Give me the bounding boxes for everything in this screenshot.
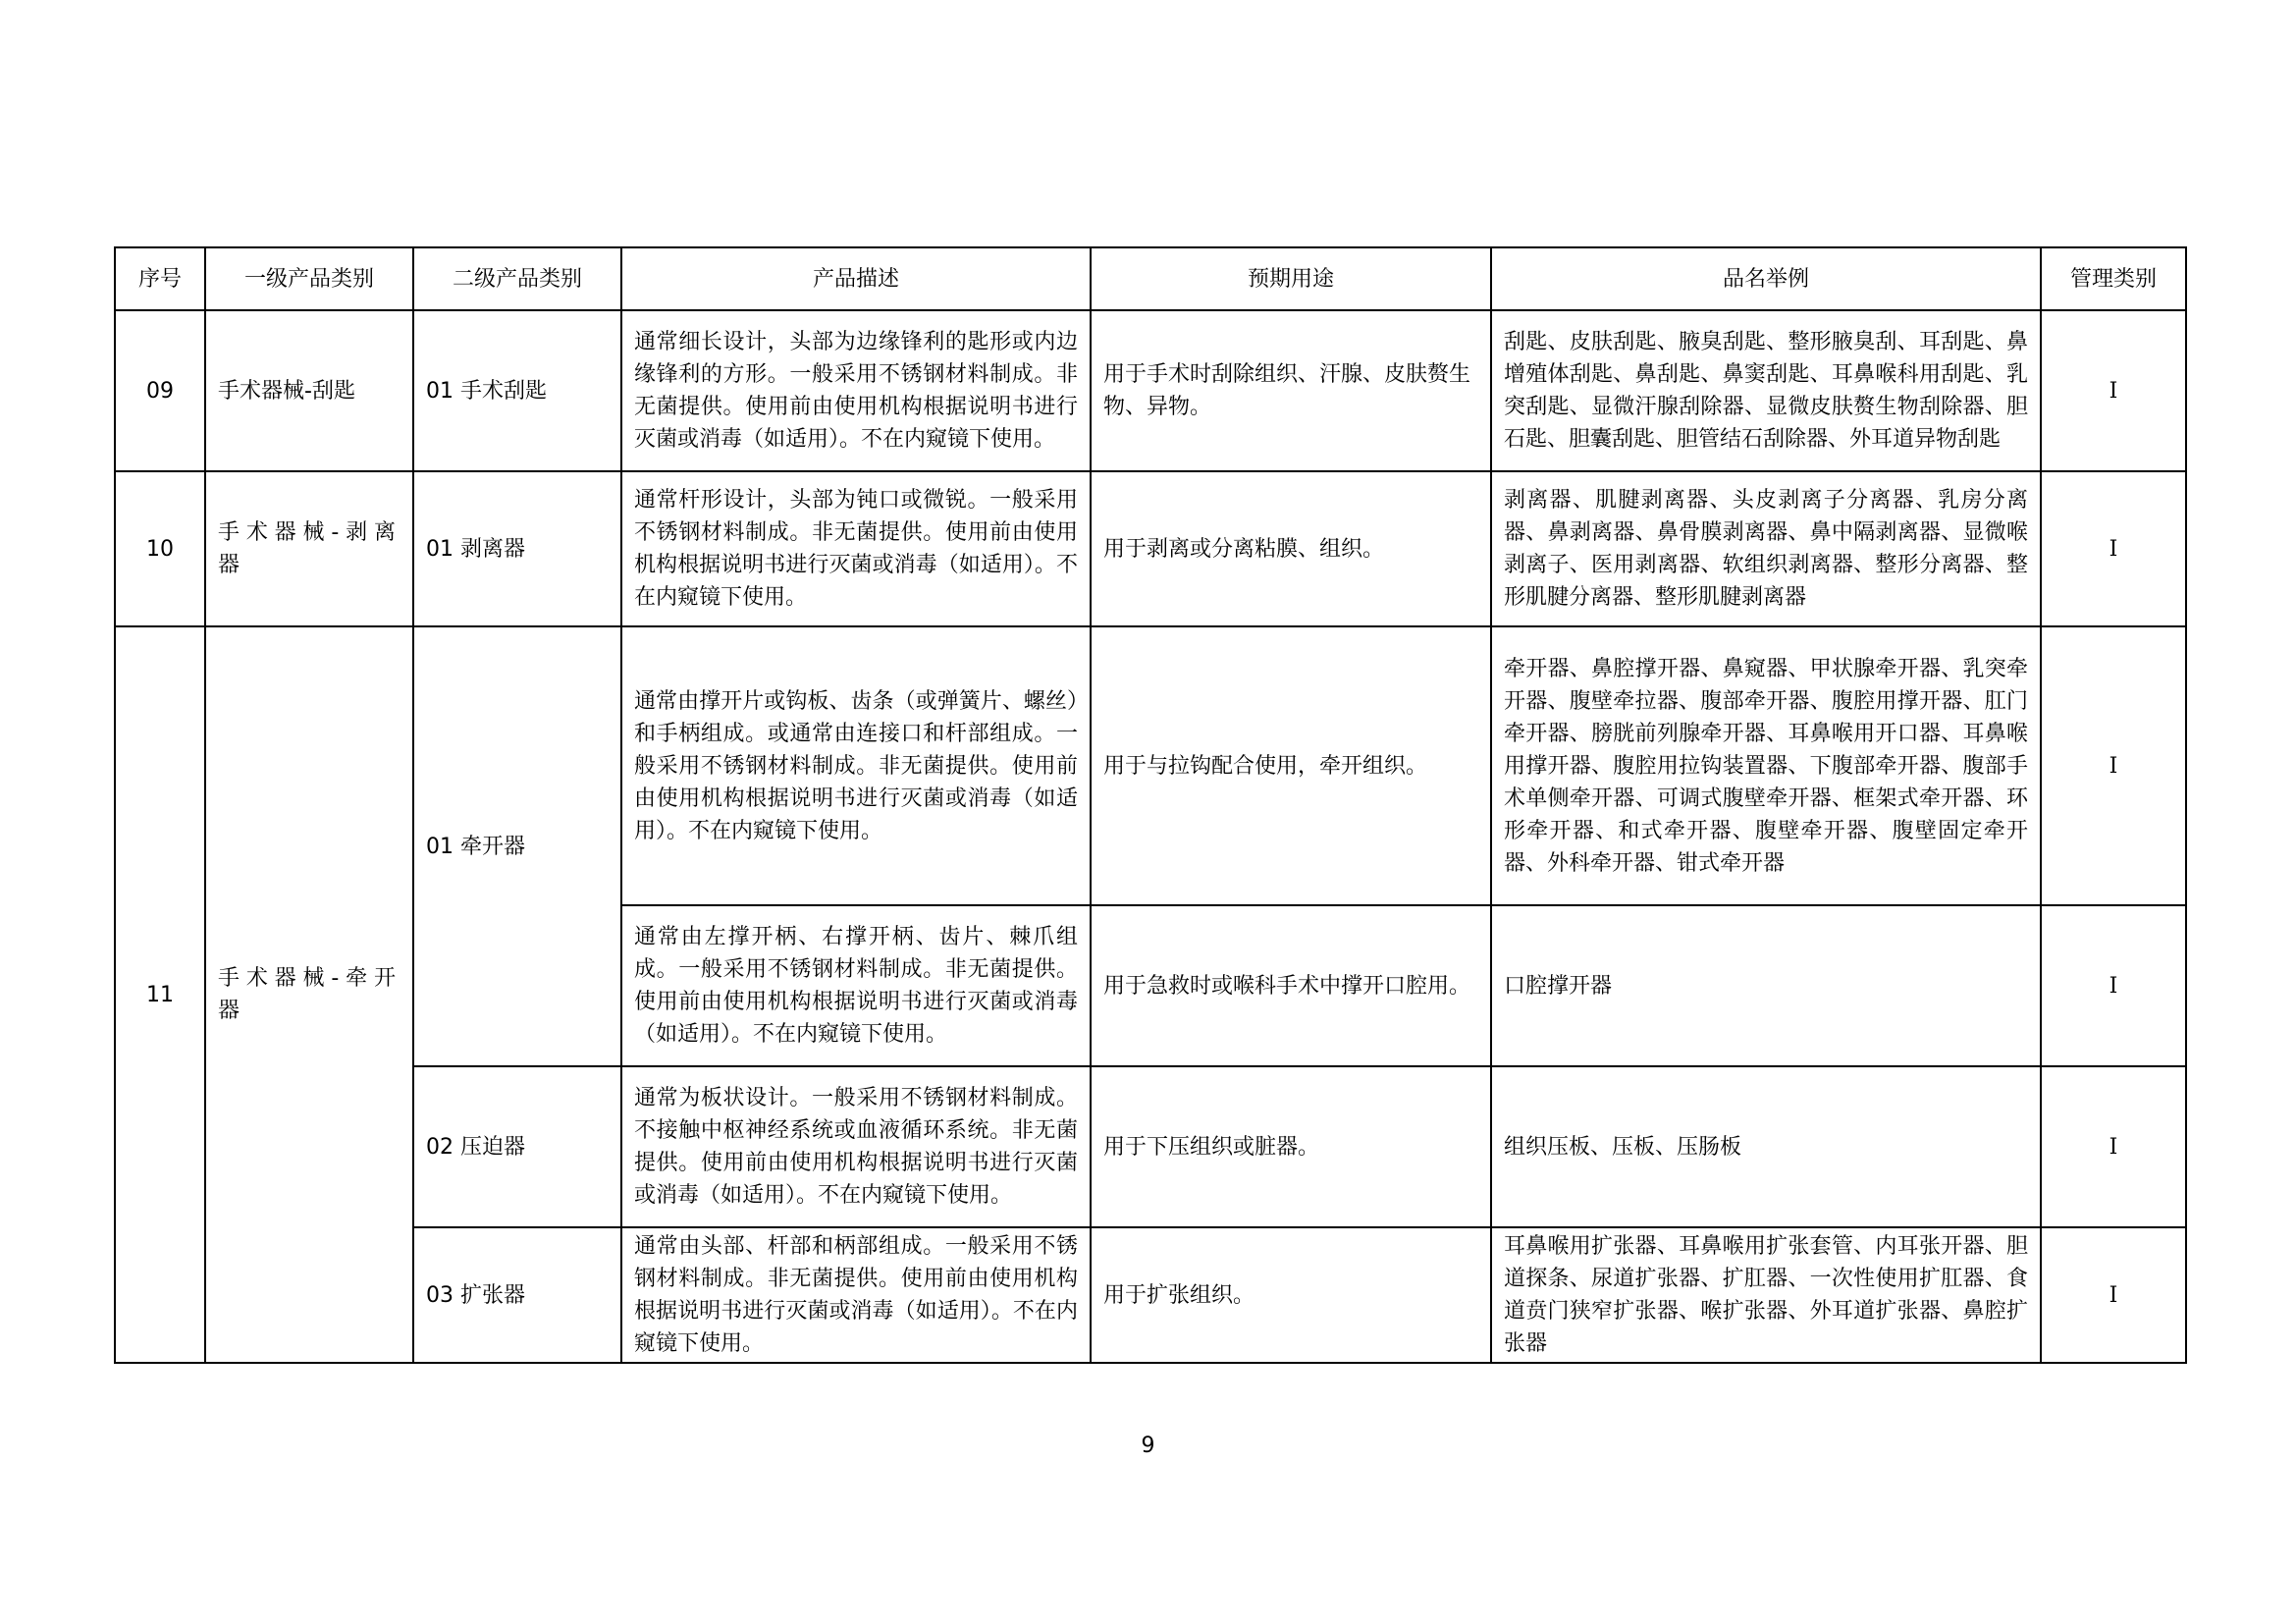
- cell-level1: [205, 626, 413, 1363]
- cell-level2: 01 剥离器: [413, 471, 621, 626]
- header-row: [115, 247, 2186, 310]
- cell-management-class: I: [2041, 1066, 2186, 1227]
- cell-level2: 01 牵开器: [413, 626, 621, 1066]
- header-description: 产品描述: [621, 247, 1091, 310]
- header-level2: 二级产品类别: [413, 247, 621, 310]
- header-intended-use: 预期用途: [1091, 247, 1491, 310]
- level1-text: 手术器械-剥离器: [218, 520, 400, 577]
- table-row: [115, 1066, 2186, 1227]
- header-level1: 一级产品类别: [205, 247, 413, 310]
- header-seq: 序号: [115, 247, 205, 310]
- cell-description: 通常由撑开片或钩板、齿条（或弹簧片、螺丝）和手柄组成。或通常由连接口和杆部组成。一般采用不锈钢材料制成。非无菌提供。使用前由使用机构根据说明书进行灭菌或消毒（如适用）。不在内窥镜下使用。: [621, 626, 1091, 905]
- cell-management-class: I: [2041, 310, 2186, 471]
- table-row: [115, 310, 2186, 471]
- cell-level1: [205, 471, 413, 626]
- cell-examples: 牵开器、鼻腔撑开器、鼻窥器、甲状腺牵开器、乳突牵开器、腹壁牵拉器、腹部牵开器、腹腔用撑开器、肛门牵开器、膀胱前列腺牵开器、耳鼻喉用开口器、耳鼻喉用撑开器、腹腔用拉钩装置器、下腹部牵开器、腹部手术单侧牵开器、可调式腹壁牵开器、框架式牵开器、环形牵开器、和式牵开器、腹壁牵开器、腹壁固定牵开器、外科牵开器、钳式牵开器: [1491, 626, 2041, 905]
- cell-description: 通常由头部、杆部和柄部组成。一般采用不锈钢材料制成。非无菌提供。使用前由使用机构根据说明书进行灭菌或消毒（如适用）。不在内窥镜下使用。: [621, 1227, 1091, 1363]
- cell-examples: 剥离器、肌腱剥离器、头皮剥离子分离器、乳房分离器、鼻剥离器、鼻骨膜剥离器、鼻中隔剥离器、显微喉剥离子、医用剥离器、软组织剥离器、整形分离器、整形肌腱分离器、整形肌腱剥离器: [1491, 471, 2041, 626]
- cell-description: 通常为板状设计。一般采用不锈钢材料制成。不接触中枢神经系统或血液循环系统。非无菌提供。使用前由使用机构根据说明书进行灭菌或消毒（如适用）。不在内窥镜下使用。: [621, 1066, 1091, 1227]
- cell-level2: 01 手术刮匙: [413, 310, 621, 471]
- cell-examples: 耳鼻喉用扩张器、耳鼻喉用扩张套管、内耳张开器、胆道探条、尿道扩张器、扩肛器、一次性使用扩肛器、食道贲门狭窄扩张器、喉扩张器、外耳道扩张器、鼻腔扩张器: [1491, 1227, 2041, 1363]
- cell-intended-use: 用于下压组织或脏器。: [1091, 1066, 1491, 1227]
- cell-intended-use: 用于与拉钩配合使用，牵开组织。: [1091, 626, 1491, 905]
- cell-management-class: I: [2041, 1227, 2186, 1363]
- table-body: [115, 310, 2186, 1363]
- cell-examples: 口腔撑开器: [1491, 905, 2041, 1066]
- cell-intended-use: 用于剥离或分离粘膜、组织。: [1091, 471, 1491, 626]
- level1-text: 手术器械-刮匙: [218, 378, 355, 404]
- cell-seq: 09: [115, 310, 205, 471]
- cell-level2: 03 扩张器: [413, 1227, 621, 1363]
- cell-intended-use: 用于急救时或喉科手术中撑开口腔用。: [1091, 905, 1491, 1066]
- cell-examples: 刮匙、皮肤刮匙、腋臭刮匙、整形腋臭刮、耳刮匙、鼻增殖体刮匙、鼻刮匙、鼻窦刮匙、耳鼻喉科用刮匙、乳突刮匙、显微汗腺刮除器、显微皮肤赘生物刮除器、胆石匙、胆囊刮匙、胆管结石刮除器、外耳道异物刮匙: [1491, 310, 2041, 471]
- cell-description: 通常由左撑开柄、右撑开柄、齿片、棘爪组成。一般采用不锈钢材料制成。非无菌提供。使用前由使用机构根据说明书进行灭菌或消毒（如适用）。不在内窥镜下使用。: [621, 905, 1091, 1066]
- page-number: 9: [1141, 1434, 1155, 1458]
- header-examples: 品名举例: [1491, 247, 2041, 310]
- cell-description: 通常杆形设计，头部为钝口或微锐。一般采用不锈钢材料制成。非无菌提供。使用前由使用机构根据说明书进行灭菌或消毒（如适用）。不在内窥镜下使用。: [621, 471, 1091, 626]
- cell-management-class: I: [2041, 905, 2186, 1066]
- cell-examples: 组织压板、压板、压肠板: [1491, 1066, 2041, 1227]
- table-header: [115, 247, 2186, 310]
- table-row: [115, 471, 2186, 626]
- level1-text: 手术器械-牵开器: [218, 966, 400, 1023]
- catalog-table: [114, 246, 2187, 1364]
- cell-seq: 10: [115, 471, 205, 626]
- cell-intended-use: 用于手术时刮除组织、汗腺、皮肤赘生物、异物。: [1091, 310, 1491, 471]
- cell-management-class: I: [2041, 626, 2186, 905]
- cell-management-class: I: [2041, 471, 2186, 626]
- table-row: [115, 626, 2186, 905]
- cell-level1: [205, 310, 413, 471]
- cell-level2: 02 压迫器: [413, 1066, 621, 1227]
- cell-intended-use: 用于扩张组织。: [1091, 1227, 1491, 1363]
- cell-description: 通常细长设计，头部为边缘锋利的匙形或内边缘锋利的方形。一般采用不锈钢材料制成。非无菌提供。使用前由使用机构根据说明书进行灭菌或消毒（如适用）。不在内窥镜下使用。: [621, 310, 1091, 471]
- table-row: [115, 1227, 2186, 1363]
- cell-seq: 11: [115, 626, 205, 1363]
- header-management-class: 管理类别: [2041, 247, 2186, 310]
